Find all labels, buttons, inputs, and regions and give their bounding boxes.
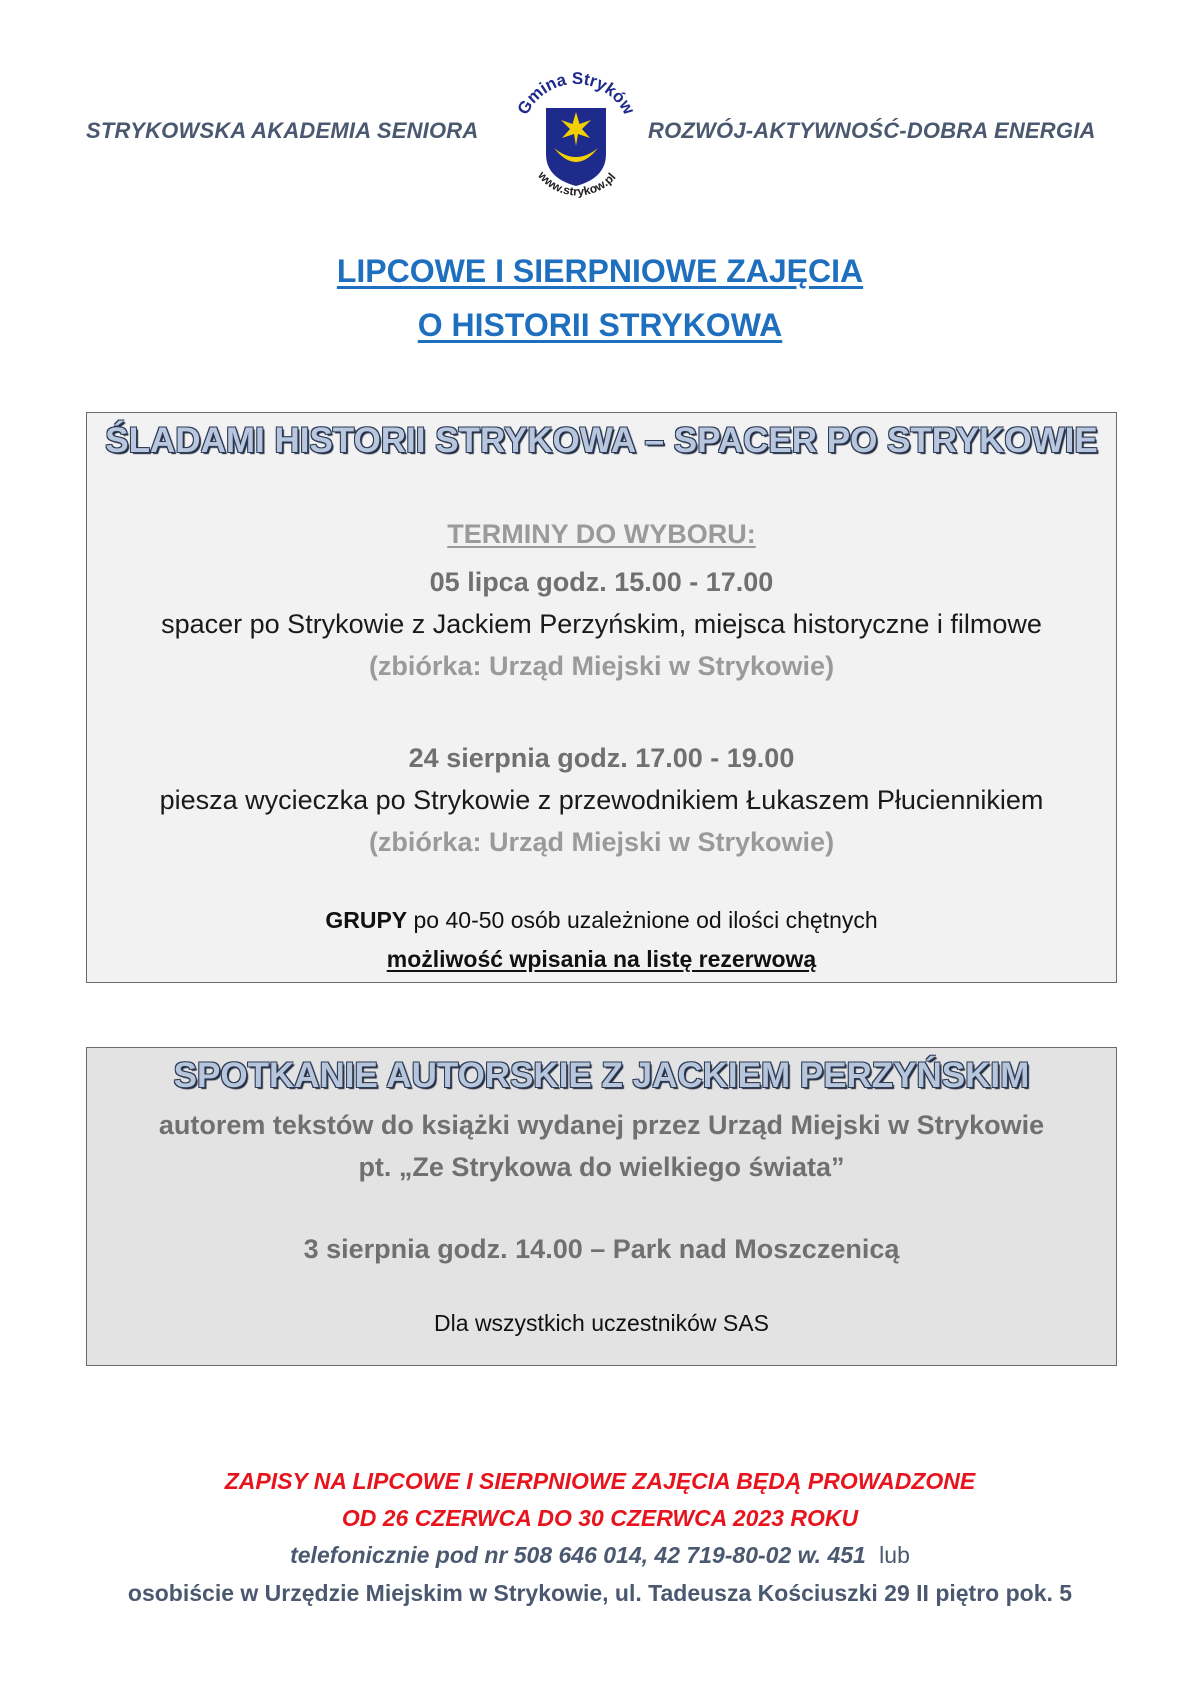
book-title: pt. „Ze Strykowa do wielkiego świata” [358,1152,845,1182]
walk-section [86,412,1117,983]
reserve-list-note: możliwość wpisania na listę rezerwową [386,946,817,972]
signup-phone-line [0,1542,1200,1569]
signup-line2: OD 26 CZERWCA DO 30 CZERWCA 2023 ROKU [341,1505,859,1531]
event1-date: 05 lipca godz. 15.00 - 17.00 [429,567,774,597]
event2-date: 24 sierpnia godz. 17.00 - 19.00 [408,743,795,773]
event1-meeting-point: (zbiórka: Urząd Miejski w Strykowie) [368,651,835,681]
event1-description: spacer po Strykowie z Jackiem Perzyńskim, miejsca historyczne i filmowe [161,609,1042,639]
signup-address: osobiście w Urzędzie Miejskim w Strykowie, ul. Tadeusza Kościuszki 29 II piętro pok. 5 [127,1580,1073,1606]
groups-rest: po 40-50 osób uzależnione od ilości chętnych [407,907,878,933]
signup-or: lub [879,1542,910,1568]
logo-top-text: Gmina Stryków [513,68,639,118]
header-left-text: STRYKOWSKA AKADEMIA SENIORA [86,118,479,143]
gmina-strykow-logo [508,68,644,216]
author-meeting-section [86,1047,1117,1366]
author-description: autorem tekstów do książki wydanej przez Urząd Miejski w Strykowie [158,1110,1045,1140]
author-meeting-date: 3 sierpnia godz. 14.00 – Park nad Moszczenicą [303,1234,900,1264]
header-right-text: ROZWÓJ-AKTYWNOŚĆ-DOBRA ENERGIA [648,118,1096,143]
signup-line1: ZAPISY NA LIPCOWE I SIERPNIOWE ZAJĘCIA BĘDĄ PROWADZONE [224,1468,976,1494]
audience-note: Dla wszystkich uczestników SAS [434,1310,769,1336]
author-meeting-heading: SPOTKANIE AUTORSKIE Z JACKIEM PERZYŃSKIM [173,1056,1030,1095]
page-title-line2: O HISTORII STRYKOWA [417,307,783,343]
logo-bottom-text: www.strykow.pl [535,168,619,199]
event2-description: piesza wycieczka po Strykowie z przewodnikiem Łukaszem Płuciennikiem [159,785,1044,815]
groups-info [87,907,1116,934]
groups-bold: GRUPY [325,907,408,933]
walk-heading: ŚLADAMI HISTORII STRYKOWA – SPACER PO STRYKOWIE [105,421,1098,460]
event2-meeting-point: (zbiórka: Urząd Miejski w Strykowie) [368,827,835,857]
terms-label: TERMINY DO WYBORU: [447,519,756,549]
page-title-line1: LIPCOWE I SIERPNIOWE ZAJĘCIA [336,253,864,289]
signup-phone: telefonicznie pod nr 508 646 014, 42 719-80-02 w. 451 [290,1542,866,1568]
